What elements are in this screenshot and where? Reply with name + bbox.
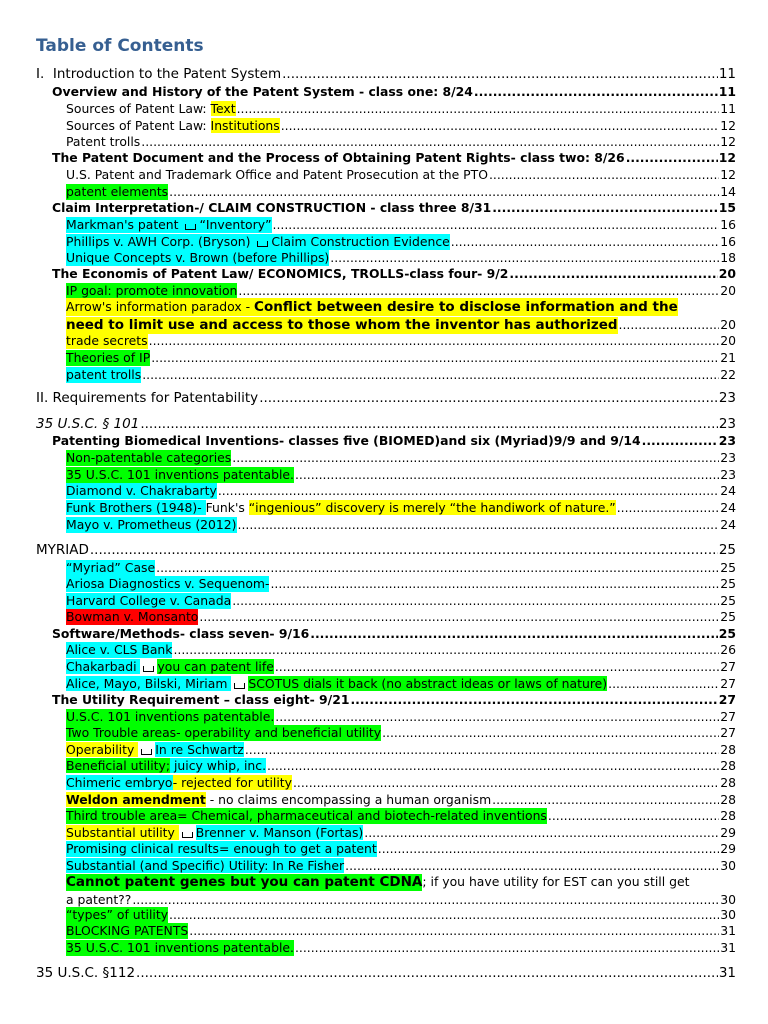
page-number: 14 (720, 184, 736, 199)
entry-text: Alice, Mayo, Bilski, Miriam (66, 676, 232, 691)
toc-entry-utility-requirement[interactable] (52, 692, 736, 708)
page-number: 11 (720, 101, 736, 116)
toc-entry-patent-trolls-2[interactable] (66, 367, 736, 383)
toc-entry-trade-secrets[interactable] (66, 333, 736, 349)
entry-text: Sources of Patent Law: (66, 118, 211, 133)
entry-text: 35 U.S.C. 101 inventions patentable. (66, 940, 294, 955)
dot-leader (273, 217, 720, 233)
dot-leader (275, 659, 719, 675)
toc-entry-usc-101-inventions[interactable] (66, 467, 736, 483)
entry-text: The Patent Document and the Process of Obtaining Patent Rights- class two: 8/26 (52, 150, 625, 165)
entry-text: Mayo v. Prometheus (2012) (66, 517, 237, 532)
toc-entry-biomedical[interactable] (52, 433, 736, 449)
entry-text: The Economis of Patent Law/ ECONOMICS, TROLLS-class four- 9/2 (52, 266, 509, 281)
page-number: 12 (720, 118, 736, 133)
toc-entry-mayo[interactable] (66, 517, 736, 533)
toc-entry-blocking-patents[interactable] (66, 923, 736, 939)
dot-leader (232, 450, 719, 466)
dot-leader (132, 891, 719, 908)
link-arrow-icon (143, 666, 154, 672)
section-number: I. (36, 66, 45, 82)
link-arrow-icon (182, 832, 193, 838)
toc-entry-usc-101-inventions-2[interactable] (66, 709, 736, 725)
page-number: 27 (720, 659, 736, 674)
dot-leader (245, 742, 719, 758)
page-number: 15 (718, 200, 736, 215)
entry-text: - no claims encompassing a human organism (205, 792, 492, 807)
toc-entry-unique-concepts[interactable] (66, 250, 736, 266)
dot-leader (189, 923, 719, 939)
page-number: 27 (720, 709, 736, 724)
entry-text: U.S. Patent and Trademark Office and Patent Prosecution at the PTO (66, 167, 488, 182)
entry-text: Chimeric embryo (66, 775, 173, 790)
dot-leader (378, 841, 719, 857)
page-number: 28 (720, 742, 736, 757)
entry-text: Unique Concepts v. Brown (before Phillips) (66, 250, 330, 265)
dot-leader (608, 676, 719, 692)
toc-entry-ip-goal[interactable] (66, 283, 736, 299)
entry-text: Claim Interpretation-/ CLAIM CONSTRUCTION - class three 8/31 (52, 200, 492, 215)
entry-text-continued: a patent?? (66, 892, 132, 907)
entry-text: Diamond v. Chakrabarty (66, 483, 217, 498)
entry-text: Software/Methods- class seven- 9/16 (52, 626, 310, 641)
entry-text: Theories of IP (66, 350, 151, 365)
page-number: 23 (718, 433, 736, 448)
dot-leader (642, 433, 718, 449)
dot-leader (451, 234, 719, 250)
toc-entry-types-of-utility[interactable] (66, 907, 736, 923)
dot-leader (169, 907, 719, 923)
dot-leader (492, 792, 719, 808)
dot-leader (617, 500, 719, 516)
entry-text: Promising clinical results= enough to get a patent (66, 841, 377, 856)
entry-text: Harvard College v. Canada (66, 593, 232, 608)
page-number: 25 (720, 560, 736, 575)
page-number: 12 (720, 167, 736, 182)
page-number: 16 (720, 217, 736, 232)
page-number: 28 (720, 775, 736, 790)
page-number: 29 (720, 825, 736, 840)
dot-leader (199, 609, 719, 625)
page-number: 12 (718, 150, 736, 165)
entry-text: Chakarbadi (66, 659, 141, 674)
dot-leader (270, 576, 719, 592)
dot-leader (295, 467, 719, 483)
toc-entry-non-patentable[interactable] (66, 450, 736, 466)
toc-entry-software-methods[interactable] (52, 626, 736, 642)
page-number: 30 (720, 858, 736, 873)
entry-text: Arrow's information paradox - (66, 299, 255, 314)
dot-leader (156, 560, 719, 576)
page-number: 11 (718, 84, 736, 99)
page-number: 25 (720, 593, 736, 608)
toc-entry-claim-interpretation[interactable] (52, 200, 736, 216)
page-number: 28 (720, 758, 736, 773)
toc-entry-usc-101[interactable] (36, 416, 736, 432)
dot-leader (169, 184, 719, 200)
toc-entry-beneficial-utility[interactable] (66, 758, 736, 774)
entry-highlight: - rejected for utility (172, 775, 292, 790)
toc-entry-sources-institutions[interactable] (66, 118, 736, 134)
toc-entry-patent-elements[interactable] (66, 184, 736, 200)
toc-entry-harvard[interactable] (66, 593, 736, 609)
toc-entry-overview[interactable] (52, 84, 736, 100)
entry-text: U.S.C. 101 inventions patentable. (66, 709, 275, 724)
entry-highlight: SCOTUS dials it back (no abstract ideas or laws of nature) (248, 676, 608, 691)
page-number: 31 (718, 965, 736, 981)
page-number: 24 (720, 517, 736, 532)
entry-bold-text-continued: need to limit use and access to those whom the inventor has authorized (66, 317, 618, 333)
toc-entry-myriad[interactable] (36, 542, 736, 558)
toc-entry-substantial-utility[interactable] (66, 825, 736, 841)
toc-entry-introduction[interactable] (36, 66, 736, 82)
page-number: 21 (720, 350, 736, 365)
page-number: 16 (720, 234, 736, 249)
entry-highlight: Institutions (210, 118, 280, 133)
toc-entry-arrows-paradox[interactable] (66, 298, 736, 334)
entry-text: “Myriad” Case (66, 560, 156, 575)
toc-entry-uspto[interactable] (66, 167, 736, 183)
entry-bold-text: Cannot patent genes but you can patent CDNA (66, 874, 423, 890)
toc-entry-usc-101-inventions-3[interactable] (66, 940, 736, 956)
dot-leader (151, 350, 719, 366)
link-arrow-icon (185, 224, 196, 230)
toc-entry-usc-112[interactable] (36, 965, 736, 981)
entry-text: ; if you have utility for EST can you still get (422, 874, 690, 889)
dot-leader (238, 517, 720, 533)
page-number: 25 (720, 609, 736, 624)
dot-leader (282, 66, 718, 82)
page-number: 28 (720, 792, 736, 807)
dot-leader (489, 167, 719, 183)
page-number: 20 (720, 333, 736, 348)
entry-text: Overview and History of the Patent System - class one: 8/24 (52, 84, 473, 99)
dot-leader (218, 483, 719, 499)
page-number: 23 (718, 390, 736, 406)
toc-entry-third-trouble-area[interactable] (66, 808, 736, 824)
toc-entry-theories-of-ip[interactable] (66, 350, 736, 366)
entry-highlight: juicy whip, inc. (170, 758, 267, 773)
toc-entry-patent-document[interactable] (52, 150, 736, 166)
dot-leader (90, 542, 718, 558)
entry-text: patent elements (66, 184, 169, 199)
page-number: 22 (720, 367, 736, 382)
toc-entry-requirements[interactable] (36, 390, 736, 406)
page-number: 31 (720, 923, 736, 938)
dot-leader (382, 725, 719, 741)
dot-leader (548, 808, 719, 824)
dot-leader (492, 200, 718, 216)
toc-entry-chimeric-embryo[interactable] (66, 775, 736, 791)
toc-entry-alice-mayo-bilski[interactable] (66, 676, 736, 692)
entry-bold-text: Conflict between desire to disclose information and the (254, 299, 678, 315)
page-number: 27 (720, 676, 736, 691)
toc-entry-substantial-specific[interactable] (66, 858, 736, 874)
dot-leader (619, 316, 720, 333)
page-number: 11 (718, 66, 736, 82)
entry-text-secondary: “Inventory” (199, 217, 272, 232)
entry-text: Bowman v. Monsanto (66, 609, 199, 624)
dot-leader (232, 593, 719, 609)
page-number: 27 (718, 692, 736, 707)
entry-text: Substantial (and Specific) Utility: (66, 858, 273, 873)
dot-leader (238, 283, 719, 299)
toc-entry-bowman[interactable] (66, 609, 736, 625)
dot-leader (259, 390, 718, 406)
toc-entry-patent-trolls[interactable] (66, 134, 736, 150)
page-number: 27 (720, 725, 736, 740)
entry-text: 35 U.S.C. §112 (36, 965, 136, 981)
page-number: 25 (718, 626, 736, 641)
entry-bold-text: Weldon amendment (66, 792, 206, 807)
toc-entry-sources-text[interactable] (66, 101, 736, 117)
entry-highlight: In re Schwartz (155, 742, 244, 757)
entry-text: Patenting Biomedical Inventions- classes five (BIOMED)and six (Myriad)9/9 and 9/14 (52, 433, 641, 448)
page-number: 23 (720, 450, 736, 465)
dot-leader (136, 965, 718, 981)
entry-text: Funk Brothers (1948)- (66, 500, 206, 515)
toc-entry-chakarbadi[interactable] (66, 659, 736, 675)
toc-title: Table of Contents (36, 36, 204, 56)
toc-entry-cannot-patent-genes[interactable] (66, 873, 736, 908)
dot-leader (350, 692, 717, 708)
toc-entry-promising-clinical[interactable] (66, 841, 736, 857)
page-number: 20 (718, 266, 736, 281)
dot-leader (295, 940, 719, 956)
toc-entry-diamond[interactable] (66, 483, 736, 499)
page-number: 24 (720, 500, 736, 515)
entry-text: Operability (66, 742, 139, 757)
dot-leader (173, 642, 719, 658)
entry-text: Two Trouble areas- operability and beneficial utility (66, 725, 382, 740)
dot-leader (237, 101, 720, 117)
entry-text-secondary: Claim Construction Evidence (271, 234, 450, 249)
entry-text: Sources of Patent Law: (66, 101, 211, 116)
dot-leader (149, 333, 720, 349)
toc-entry-phillips[interactable] (66, 234, 736, 250)
entry-text: MYRIAD (36, 542, 89, 558)
toc-entry-alice[interactable] (66, 642, 736, 658)
toc-entry-myriad-case[interactable] (66, 560, 736, 576)
page-number: 29 (720, 841, 736, 856)
page-number: 30 (720, 892, 736, 907)
link-arrow-icon (234, 683, 245, 689)
page-number: 26 (720, 642, 736, 657)
dot-leader (293, 775, 719, 791)
dot-leader (626, 150, 718, 166)
page-number: 25 (720, 576, 736, 591)
entry-text: Markman's patent (66, 217, 183, 232)
dot-leader (141, 134, 719, 150)
dot-leader (142, 367, 719, 383)
entry-text: “types” of utility (66, 907, 169, 922)
entry-text: BLOCKING PATENTS (66, 923, 189, 938)
dot-leader (275, 709, 719, 725)
entry-highlight: Brenner v. Manson (Fortas) (195, 825, 364, 840)
entry-text: IP goal: promote innovation (66, 283, 238, 298)
entry-highlight: In Re Fisher (272, 858, 345, 873)
toc-entry-weldon-amendment[interactable] (66, 792, 736, 808)
entry-text: trade secrets (66, 333, 148, 348)
page-number: 31 (720, 940, 736, 955)
page-number: 23 (720, 467, 736, 482)
page-number: 12 (720, 134, 736, 149)
page-number: 23 (718, 416, 736, 432)
entry-text: Beneficial utility; (66, 758, 171, 773)
entry-text: Introduction to the Patent System (52, 66, 282, 82)
page-number: 24 (720, 483, 736, 498)
dot-leader (474, 84, 718, 100)
toc-entry-operability[interactable] (66, 742, 736, 758)
entry-text-plain: Funk's (205, 500, 249, 515)
entry-highlight: “ingenious” discovery is merely “the handiwork of nature.” (248, 500, 616, 515)
entry-text: Substantial utility (66, 825, 179, 840)
entry-text: 35 U.S.C. § 101 (36, 416, 140, 432)
entry-highlight: you can patent life (157, 659, 274, 674)
entry-text: The Utility Requirement – class eight- 9/21 (52, 692, 350, 707)
link-arrow-icon (141, 749, 152, 755)
toc-entry-economics[interactable] (52, 266, 736, 282)
dot-leader (140, 416, 717, 432)
dot-leader (364, 825, 719, 841)
entry-text: Third trouble area= Chemical, pharmaceutical and biotech-related inventions (66, 808, 547, 823)
page-number: 20 (720, 283, 736, 298)
link-arrow-icon (257, 241, 268, 247)
page-number: 28 (720, 808, 736, 823)
entry-text: patent trolls (66, 367, 142, 382)
toc-entry-markman[interactable] (66, 217, 736, 233)
toc-entry-funk-brothers[interactable] (66, 500, 736, 516)
page-number: 25 (718, 542, 736, 558)
entry-text: Ariosa Diagnostics v. Sequenom- (66, 576, 270, 591)
dot-leader (345, 858, 719, 874)
dot-leader (509, 266, 717, 282)
entry-text: Alice v. CLS Bank (66, 642, 173, 657)
entry-text: Non-patentable categories (66, 450, 232, 465)
page-number: 20 (720, 317, 736, 332)
dot-leader (267, 758, 719, 774)
entry-text: Patent trolls (66, 134, 141, 149)
dot-leader (330, 250, 719, 266)
entry-highlight: Text (210, 101, 236, 116)
entry-text: II. Requirements for Patentability (36, 390, 259, 406)
toc-entry-ariosa[interactable] (66, 576, 736, 592)
entry-text: Phillips v. AWH Corp. (Bryson) (66, 234, 255, 249)
entry-text: 35 U.S.C. 101 inventions patentable. (66, 467, 294, 482)
dot-leader (281, 118, 720, 134)
page-number: 30 (720, 907, 736, 922)
toc-entry-two-trouble-areas[interactable] (66, 725, 736, 741)
page-number: 18 (720, 250, 736, 265)
dot-leader (310, 626, 718, 642)
